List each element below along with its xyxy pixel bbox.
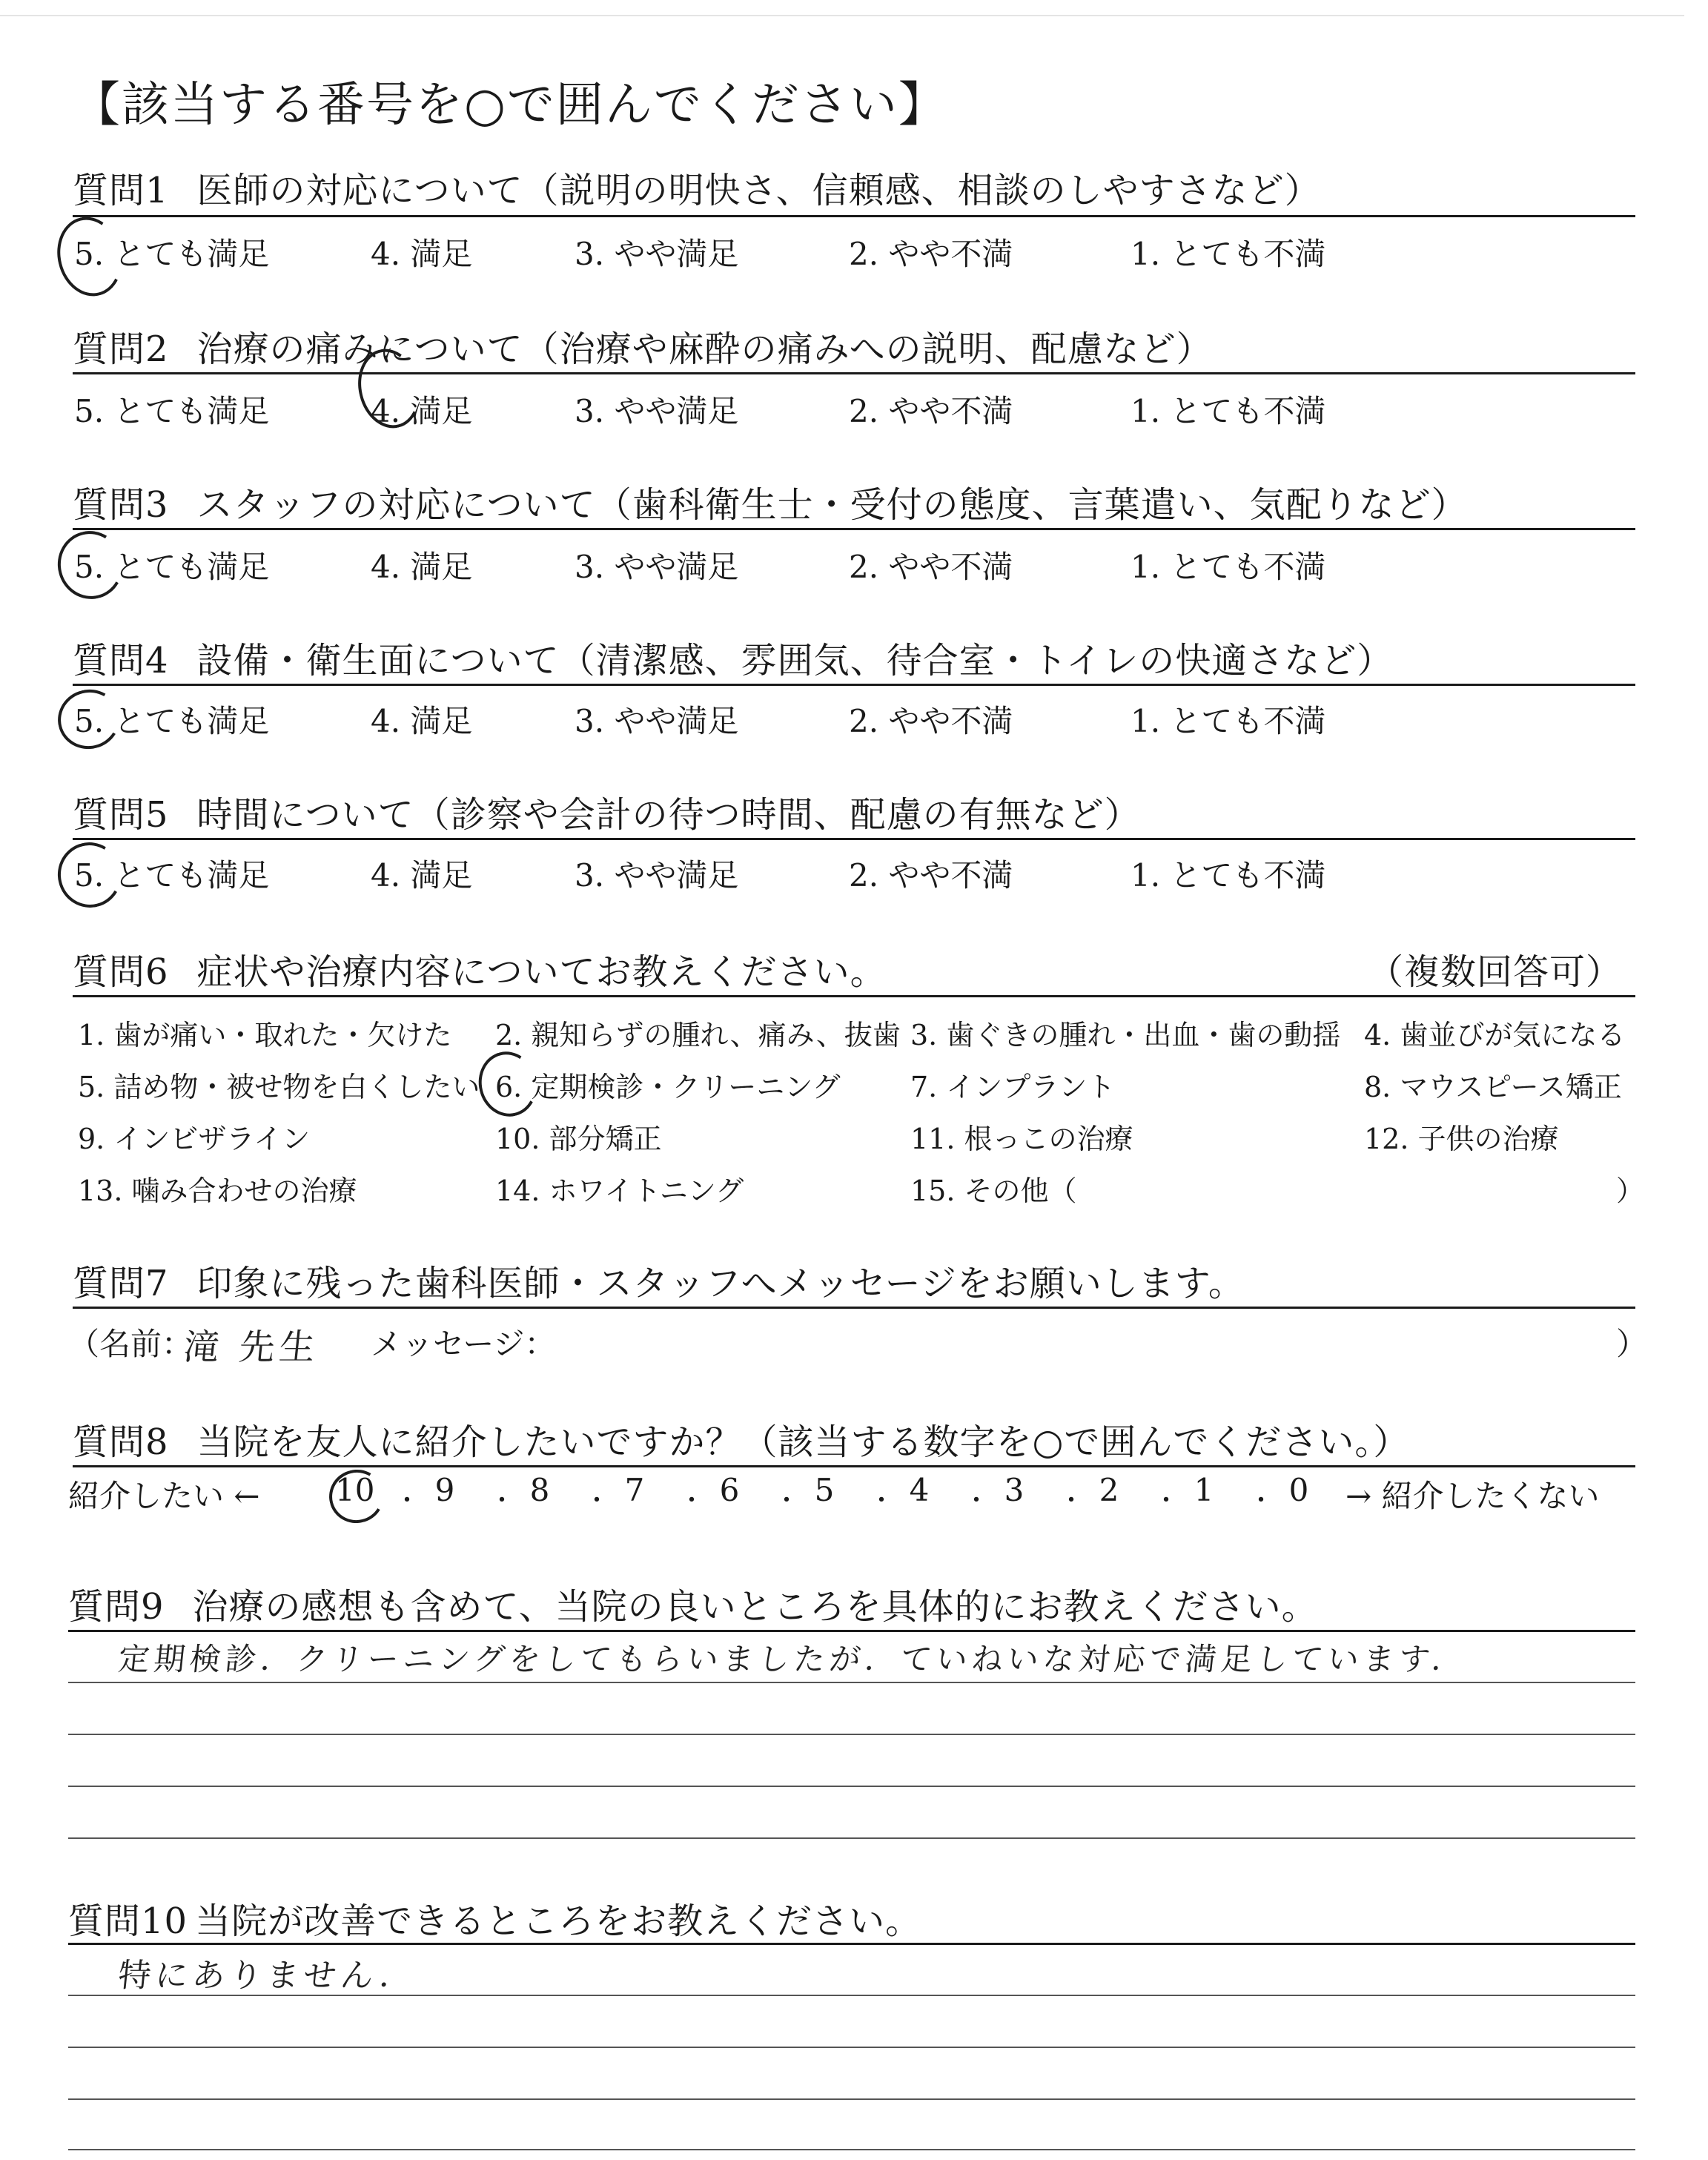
rule [73, 528, 1635, 530]
scale-2[interactable]: 2 [1099, 1472, 1119, 1508]
rating-3-option[interactable]: 3. やや満足 [575, 236, 739, 272]
symptom-option[interactable]: 13. 噛み合わせの治療 [78, 1175, 357, 1207]
question-4 [73, 632, 1393, 683]
question-label: 質問4 [73, 640, 169, 681]
question-text: 当院が改善できるところをお教えください。 [195, 1900, 922, 1942]
rating-1-option[interactable]: 1. とても不満 [1131, 549, 1326, 585]
question-8 [73, 1413, 1409, 1464]
question-label: 質問7 [73, 1263, 169, 1304]
rating-2-option[interactable]: 2. やや不満 [849, 393, 1013, 429]
symptom-option[interactable]: 11. 根っこの治療 [910, 1123, 1133, 1155]
rule [73, 838, 1635, 840]
rating-5-option[interactable]: 5. とても満足 [74, 857, 270, 894]
answer-line [68, 1995, 1635, 1996]
symptom-option[interactable]: 12. 子供の治療 [1364, 1123, 1559, 1155]
scale-8[interactable]: 8 [529, 1472, 550, 1508]
rating-3-option[interactable]: 3. やや満足 [575, 549, 739, 585]
symptom-option[interactable]: 2. 親知らずの腫れ、痛み、抜歯 [495, 1019, 901, 1051]
symptom-option-other[interactable]: 15. その他（ [910, 1175, 1077, 1207]
question-text: 医師の対応について（説明の明快さ、信頼感、相談のしやすさなど） [196, 170, 1321, 211]
rating-4-option[interactable]: 4. 満足 [371, 236, 473, 272]
question-label: 質問10 [68, 1900, 188, 1942]
scale-3[interactable]: 3 [1004, 1472, 1025, 1508]
scale-6[interactable]: 6 [719, 1472, 740, 1508]
symptom-option[interactable]: 3. 歯ぐきの腫れ・出血・歯の動揺 [910, 1019, 1341, 1051]
scale-dot: ・ [1059, 1486, 1084, 1516]
question-label: 質問2 [73, 328, 169, 370]
answer-line [68, 1682, 1635, 1683]
selection-circle [49, 210, 130, 303]
rating-2-option[interactable]: 2. やや不満 [849, 703, 1013, 739]
scale-dot: ・ [964, 1486, 989, 1516]
not-recommend-label: → 紹介したくない [1345, 1478, 1600, 1514]
symptom-option[interactable]: 8. マウスピース矯正 [1364, 1071, 1622, 1103]
question-label: 質問8 [73, 1421, 169, 1463]
scale-5[interactable]: 5 [814, 1472, 835, 1508]
question-1 [73, 162, 1321, 213]
question-label: 質問5 [73, 794, 169, 836]
rating-3-option[interactable]: 3. やや満足 [575, 703, 739, 739]
other-close-paren: ） [1616, 1175, 1645, 1207]
question-label: 質問3 [73, 484, 169, 526]
question-2 [73, 320, 1213, 371]
question-text: 時間について（診察や会計の待つ時間、配慮の有無など） [196, 794, 1141, 836]
rating-4-option[interactable]: 4. 満足 [371, 857, 473, 894]
question-label: 質問6 [73, 951, 169, 993]
rating-3-option[interactable]: 3. やや満足 [575, 393, 739, 429]
question-text: 印象に残った歯科医師・スタッフへメッセージをお願いします。 [196, 1263, 1245, 1304]
rating-5-option[interactable]: 5. とても満足 [74, 549, 270, 585]
name-label: （名前： [68, 1326, 193, 1362]
answer-line [68, 2047, 1635, 2048]
scale-1[interactable]: 1 [1194, 1472, 1214, 1508]
rule [73, 684, 1635, 686]
rating-4-option[interactable]: 4. 満足 [371, 393, 473, 429]
answer-line [68, 2149, 1635, 2150]
answer-line [68, 2098, 1635, 2100]
scale-dot: ・ [394, 1486, 420, 1516]
rating-1-option[interactable]: 1. とても不満 [1131, 393, 1326, 429]
rating-4-option[interactable]: 4. 満足 [371, 703, 473, 739]
rule [73, 215, 1635, 217]
scale-dot: ・ [489, 1486, 514, 1516]
selection-circle [50, 524, 130, 607]
question-text: 設備・衛生面について（清潔感、雰囲気、待合室・トイレの快適さなど） [196, 640, 1394, 681]
rating-5-option[interactable]: 5. とても満足 [74, 703, 270, 739]
question-3 [73, 476, 1468, 527]
question-text: 治療の痛みについて（治療や麻酔の痛みへの説明、配慮など） [196, 328, 1213, 370]
rating-4-option[interactable]: 4. 満足 [371, 549, 473, 585]
question-text: 症状や治療内容についてお教えください。 [196, 951, 887, 993]
question-label: 質問9 [68, 1586, 165, 1628]
scale-dot: ・ [869, 1486, 894, 1516]
rule [68, 1943, 1635, 1945]
improvement-answer[interactable]: 特にありません． [116, 1957, 419, 1995]
scale-4[interactable]: 4 [909, 1472, 930, 1508]
rating-5-option[interactable]: 5. とても満足 [74, 236, 270, 272]
question-9 [68, 1578, 1318, 1629]
answer-line [68, 1786, 1635, 1787]
question-10 [68, 1892, 921, 1943]
rating-3-option[interactable]: 3. やや満足 [575, 857, 739, 894]
message-close-paren: ） [1616, 1326, 1648, 1362]
symptom-option[interactable]: 1. 歯が痛い・取れた・欠けた [78, 1019, 452, 1051]
selection-circle [472, 1046, 544, 1123]
question-7 [73, 1255, 1245, 1306]
question-label: 質問1 [73, 170, 169, 211]
rule [68, 1630, 1635, 1632]
scale-9[interactable]: 9 [434, 1472, 455, 1508]
question-6 [73, 943, 887, 994]
staff-name-handwritten[interactable]: 滝 先生 [181, 1327, 322, 1368]
question-text: 治療の感想も含めて、当院の良いところを具体的にお教えください。 [192, 1586, 1318, 1628]
question-5 [73, 786, 1141, 837]
symptom-option[interactable]: 9. インビザライン [78, 1123, 311, 1155]
selection-circle [323, 1464, 389, 1529]
multiple-answer-note: （複数回答可） [1368, 951, 1623, 993]
symptom-option[interactable]: 14. ホワイトニング [495, 1175, 744, 1207]
symptom-option[interactable]: 7. インプラント [910, 1071, 1116, 1103]
scale-0[interactable]: 0 [1288, 1472, 1309, 1508]
recommend-label: 紹介したい ← [68, 1478, 260, 1514]
symptom-option[interactable]: 6. 定期検診・クリーニング [495, 1071, 841, 1103]
rule [73, 995, 1635, 997]
rating-2-option[interactable]: 2. やや不満 [849, 236, 1013, 272]
rule [73, 372, 1635, 374]
rating-5-option[interactable]: 5. とても満足 [74, 393, 270, 429]
rule [73, 1465, 1635, 1467]
rating-1-option[interactable]: 1. とても不満 [1131, 703, 1326, 739]
rating-1-option[interactable]: 1. とても不満 [1131, 236, 1326, 272]
symptom-option[interactable]: 4. 歯並びが気になる [1364, 1019, 1626, 1051]
rule [73, 1307, 1635, 1309]
scale-dot: ・ [584, 1486, 609, 1516]
question-text: スタッフの対応について（歯科衛生士・受付の態度、言葉遣い、気配りなど） [196, 484, 1468, 526]
question-text: 当院を友人に紹介したいですか？（該当する数字を○で囲んでください。） [196, 1421, 1410, 1463]
symptom-option[interactable]: 5. 詰め物・被せ物を白くしたい [78, 1071, 480, 1103]
rating-2-option[interactable]: 2. やや不満 [849, 857, 1013, 894]
scale-dot: ・ [1153, 1486, 1179, 1516]
selection-circle [52, 683, 127, 756]
selection-circle [51, 836, 129, 914]
scale-7[interactable]: 7 [624, 1472, 645, 1508]
answer-line [68, 1734, 1635, 1735]
page-edge [0, 15, 1684, 16]
scale-dot: ・ [1248, 1486, 1274, 1516]
answer-line [68, 1837, 1635, 1839]
scale-dot: ・ [774, 1486, 799, 1516]
rating-1-option[interactable]: 1. とても不満 [1131, 857, 1326, 894]
scale-dot: ・ [679, 1486, 704, 1516]
scale-10[interactable]: 10 [335, 1472, 375, 1508]
message-label: メッセージ： [371, 1326, 556, 1362]
rating-2-option[interactable]: 2. やや不満 [849, 549, 1013, 585]
form-title: 【該当する番号を○で囲んでください】 [73, 78, 947, 133]
symptom-option[interactable]: 10. 部分矯正 [495, 1123, 662, 1155]
good-points-answer[interactable]: 定期検診．クリーニングをしてもらいましたが．ていねいな対応で満足しています． [116, 1641, 1470, 1677]
